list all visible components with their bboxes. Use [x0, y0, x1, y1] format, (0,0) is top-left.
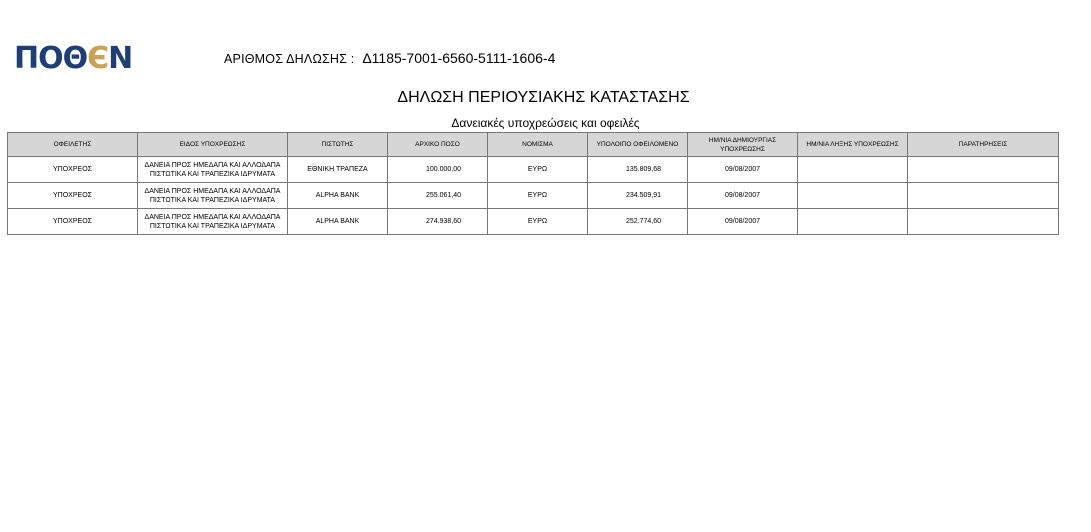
table-header-row: [8, 133, 1059, 157]
cell-debtor: ΥΠΟΧΡΕΟΣ: [8, 183, 138, 209]
cell-creation-date: 09/08/2007: [688, 209, 798, 235]
declaration-number-line: [224, 49, 555, 68]
table-row: [8, 157, 1059, 183]
cell-notes: [908, 183, 1059, 209]
cell-liability-type: ΔΑΝΕΙΑ ΠΡΟΣ ΗΜΕΔΑΠΑ ΚΑΙ ΑΛΛΟΔΑΠΑ ΠΙΣΤΩΤΙΚΑ ΚΑΙ ΤΡΑΠΕΖΙΚΑ ΙΔΡΥΜΑΤΑ: [138, 209, 288, 235]
section-subtitle: Δανειακές υποχρεώσεις και οφειλές: [451, 116, 640, 130]
page-title: ΔΗΛΩΣΗ ΠΕΡΙΟΥΣΙΑΚΗΣ ΚΑΤΑΣΤΑΣΗΣ: [397, 89, 690, 106]
liabilities-table: [7, 132, 1059, 235]
cell-expiry-date: [798, 209, 908, 235]
pothen-logo: [14, 40, 132, 78]
cell-notes: [908, 209, 1059, 235]
table-row: [8, 209, 1059, 235]
cell-creation-date: 09/08/2007: [688, 183, 798, 209]
cell-liability-type: ΔΑΝΕΙΑ ΠΡΟΣ ΗΜΕΔΑΠΑ ΚΑΙ ΑΛΛΟΔΑΠΑ ΠΙΣΤΩΤΙΚΑ ΚΑΙ ΤΡΑΠΕΖΙΚΑ ΙΔΡΥΜΑΤΑ: [138, 157, 288, 183]
header-currency: ΝΟΜΙΣΜΑ: [488, 133, 588, 157]
header-creation-date: ΗΜ/ΝΙΑ ΔΗΜΙΟΥΡΓΙΑΣ ΥΠΟΧΡΕΩΣΗΣ: [688, 133, 798, 157]
cell-debtor: ΥΠΟΧΡΕΟΣ: [8, 209, 138, 235]
header-creditor: ΠΙΣΤΩΤΗΣ: [288, 133, 388, 157]
logo-text-part3: Ν: [108, 41, 133, 76]
cell-creditor: ΕΘΝΙΚΗ ΤΡΑΠΕΖΑ: [288, 157, 388, 183]
cell-balance-owed: 234.509,91: [588, 183, 688, 209]
declaration-number-label: ΑΡΙΘΜΟΣ ΔΗΛΩΣΗΣ :: [224, 52, 355, 66]
header-balance-owed: ΥΠΟΛΟΙΠΟ ΟΦΕΙΛΟΜΕΝΟ: [588, 133, 688, 157]
declaration-number-value: Δ1185-7001-6560-5111-1606-4: [362, 50, 556, 66]
header-notes: ΠΑΡΑΤΗΡΗΣΕΙΣ: [908, 133, 1059, 157]
table-row: [8, 183, 1059, 209]
cell-creditor: ALPHA BANK: [288, 183, 388, 209]
cell-balance-owed: 135.809,68: [588, 157, 688, 183]
cell-currency: ΕΥΡΩ: [488, 157, 588, 183]
cell-currency: ΕΥΡΩ: [488, 183, 588, 209]
cell-expiry-date: [798, 183, 908, 209]
cell-balance-owed: 252.774,60: [588, 209, 688, 235]
logo-text-part1: ΠΟΘ: [14, 41, 88, 76]
cell-initial-amount: 100.000,00: [388, 157, 488, 183]
logo-text-part2: Є: [87, 41, 109, 76]
cell-initial-amount: 255.061,40: [388, 183, 488, 209]
cell-creditor: ALPHA BANK: [288, 209, 388, 235]
cell-debtor: ΥΠΟΧΡΕΟΣ: [8, 157, 138, 183]
header-liability-type: ΕΙΔΟΣ ΥΠΟΧΡΕΩΣΗΣ: [138, 133, 288, 157]
cell-expiry-date: [798, 157, 908, 183]
header-expiry-date: ΗΜ/ΝΙΑ ΛΗΞΗΣ ΥΠΟΧΡΕΩΣΗΣ: [798, 133, 908, 157]
cell-notes: [908, 157, 1059, 183]
cell-initial-amount: 274.938,60: [388, 209, 488, 235]
cell-currency: ΕΥΡΩ: [488, 209, 588, 235]
cell-liability-type: ΔΑΝΕΙΑ ΠΡΟΣ ΗΜΕΔΑΠΑ ΚΑΙ ΑΛΛΟΔΑΠΑ ΠΙΣΤΩΤΙΚΑ ΚΑΙ ΤΡΑΠΕΖΙΚΑ ΙΔΡΥΜΑΤΑ: [138, 183, 288, 209]
header-initial-amount: ΑΡΧΙΚΟ ΠΟΣΟ: [388, 133, 488, 157]
header-debtor: ΟΦΕΙΛΕΤΗΣ: [8, 133, 138, 157]
cell-creation-date: 09/08/2007: [688, 157, 798, 183]
